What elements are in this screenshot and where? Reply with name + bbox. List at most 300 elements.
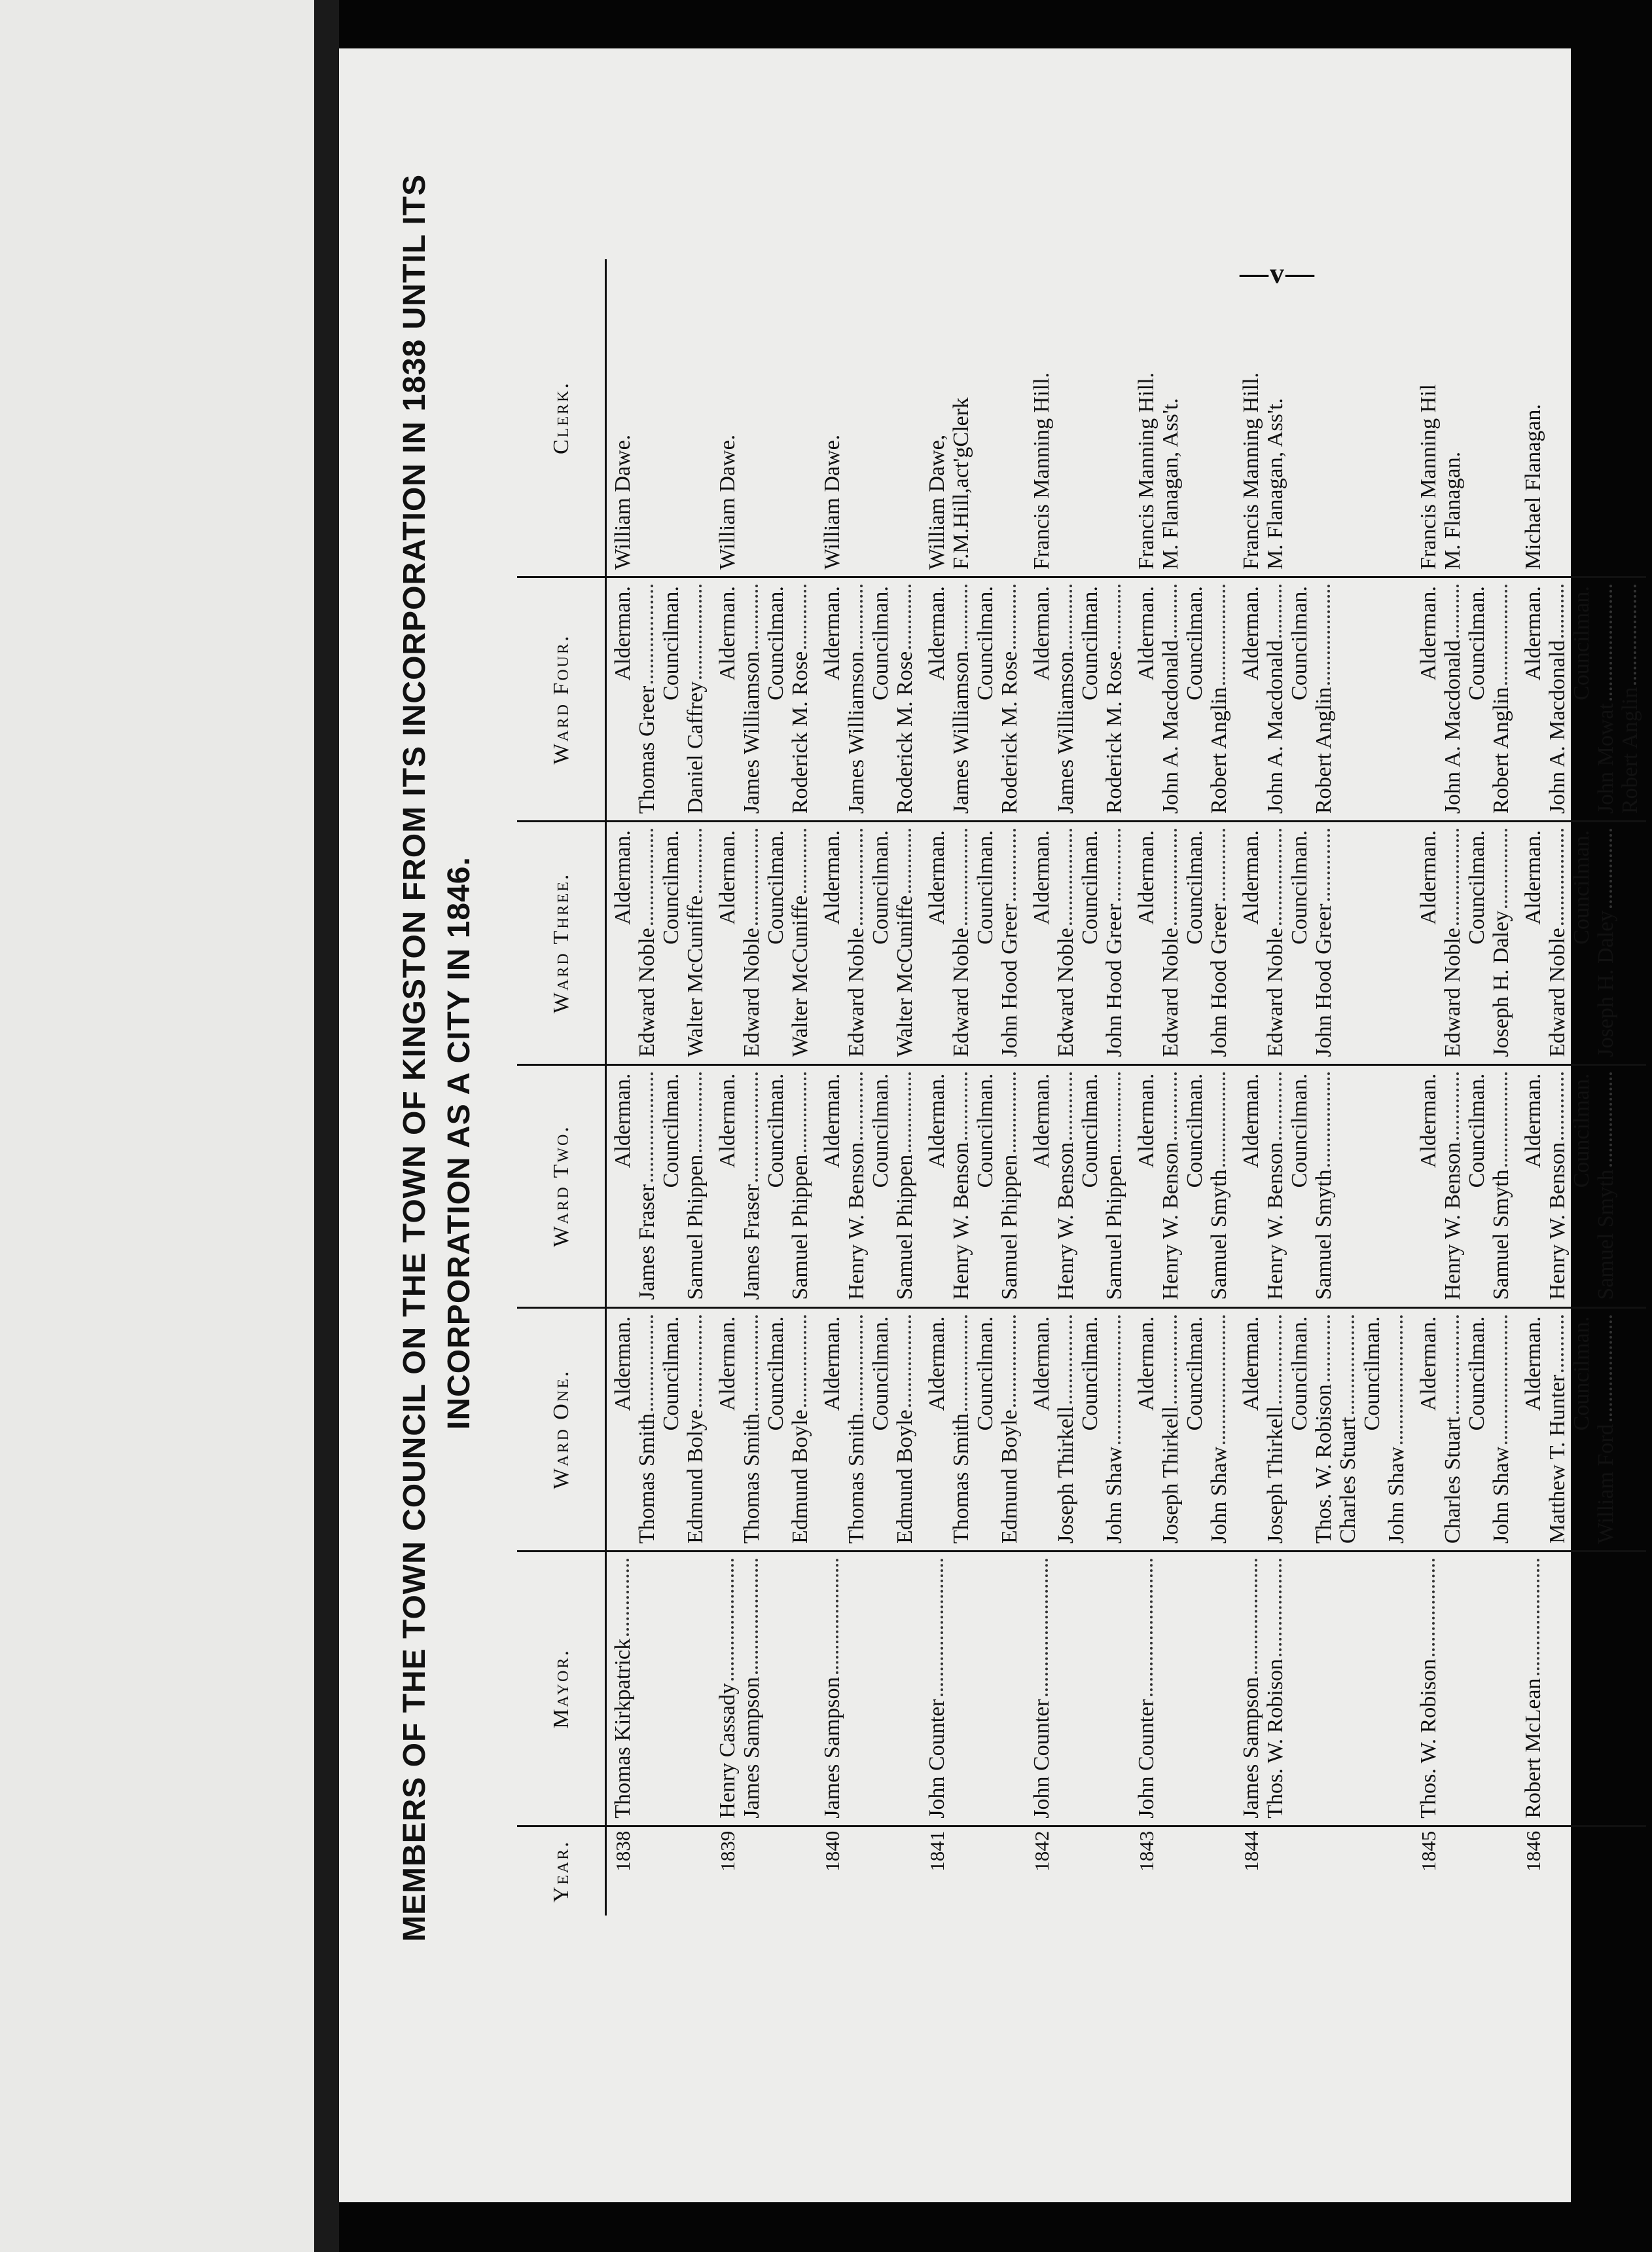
member-line — [635, 583, 659, 814]
member-line — [740, 1071, 764, 1300]
ward-cell — [1412, 577, 1517, 822]
leader-dots — [1174, 585, 1177, 638]
member-line — [1545, 827, 1570, 1057]
leader-dots — [1013, 829, 1016, 901]
role-label: Councilman. — [1465, 1316, 1489, 1431]
mayor-line — [611, 1557, 635, 1819]
leader-dots — [1609, 1072, 1612, 1167]
mayor-line — [925, 1557, 949, 1819]
leader-dots — [1223, 1315, 1225, 1444]
leader-dots — [1561, 829, 1564, 925]
member-line — [1207, 1071, 1231, 1300]
role-label: Councilman. — [869, 586, 893, 700]
leader-dots — [965, 1072, 967, 1140]
role-label: Councilman. — [869, 830, 893, 945]
member-name: Robert Anglin — [1207, 687, 1231, 814]
leader-dots — [1505, 585, 1507, 684]
clerk-cell — [606, 259, 712, 577]
member-line — [1102, 583, 1126, 814]
role-label: Councilman. — [973, 830, 997, 945]
member-line — [1312, 583, 1336, 814]
member-name: Henry W. Benson — [1545, 1142, 1570, 1300]
leader-dots — [860, 1315, 863, 1411]
member-line — [997, 583, 1022, 814]
ward-cell — [606, 1064, 712, 1307]
mayor-line — [1134, 1557, 1158, 1819]
mayor-name: James Sampson — [820, 1677, 844, 1819]
leader-dots — [941, 1559, 943, 1696]
role-label: Alderman. — [1239, 586, 1263, 681]
role-label: Alderman. — [1134, 830, 1158, 925]
mayor-cell — [606, 1552, 712, 1826]
leader-dots — [1327, 1315, 1330, 1382]
member-line — [1489, 583, 1513, 814]
role-label: Councilman. — [1570, 830, 1594, 945]
role-label: Councilman. — [659, 830, 683, 945]
role-label: Alderman. — [1521, 830, 1545, 925]
leader-dots — [1150, 1559, 1153, 1696]
table-row — [1235, 259, 1412, 1916]
leader-dots — [1013, 585, 1016, 649]
member-line — [740, 583, 764, 814]
member-line — [1263, 827, 1287, 1057]
clerk-name: Francis Manning Hill. — [1030, 372, 1054, 570]
year-cell: 1840 — [821, 1830, 844, 1872]
member-name: Samuel Phippen — [788, 1154, 812, 1300]
member-name: Edmund Boyle — [893, 1409, 917, 1544]
member-name: John Shaw — [1102, 1446, 1126, 1544]
member-line — [997, 1071, 1022, 1300]
ward-cell — [1517, 822, 1646, 1064]
role-label: Councilman. — [764, 830, 788, 945]
leader-dots — [1561, 585, 1564, 638]
member-name: Henry W. Benson — [1054, 1142, 1078, 1300]
ward-cell — [1130, 1064, 1235, 1307]
table-row — [1412, 259, 1517, 1916]
member-name: Henry W. Benson — [949, 1142, 973, 1300]
member-line — [1207, 1314, 1231, 1544]
member-line — [844, 1314, 869, 1544]
mayor-cell — [921, 1552, 1026, 1826]
member-name: James Williamson — [740, 651, 764, 814]
member-name: James Williamson — [844, 651, 869, 814]
leader-dots — [1174, 829, 1177, 925]
role-label: Councilman. — [973, 1316, 997, 1431]
leader-dots — [804, 829, 806, 893]
col-header-ward-two: Ward Two. — [517, 1064, 606, 1307]
member-line — [1384, 1314, 1409, 1544]
ward-cell — [1235, 1064, 1412, 1307]
member-name: John Hood Greer — [1207, 903, 1231, 1057]
leader-dots — [965, 1315, 967, 1411]
mayor-name: Henry Cassady — [715, 1682, 740, 1819]
leader-dots — [1537, 1559, 1539, 1675]
member-name: Robert Anglin — [1618, 687, 1642, 814]
leader-dots — [965, 829, 967, 925]
member-line — [683, 827, 708, 1057]
mayor-name: John Counter — [925, 1699, 949, 1819]
member-line — [788, 1071, 812, 1300]
member-line — [788, 583, 812, 814]
clerk-cell — [1130, 259, 1235, 577]
member-name: Thomas Smith — [635, 1413, 659, 1544]
ward-cell — [1235, 1307, 1412, 1551]
member-line — [893, 1071, 917, 1300]
ward-cell — [1130, 577, 1235, 822]
member-name: James Fraser — [635, 1184, 659, 1300]
leader-dots — [1118, 585, 1121, 649]
member-line — [1545, 1314, 1570, 1544]
page-number: —v— — [1240, 257, 1316, 289]
leader-dots — [651, 829, 653, 925]
ward-cell — [1026, 577, 1130, 822]
member-line — [1102, 1314, 1126, 1544]
mayor-cell — [1517, 1552, 1646, 1826]
table-row — [1026, 259, 1130, 1916]
clerk-name: William Dawe. — [715, 434, 740, 570]
leader-dots — [699, 1072, 702, 1152]
leader-dots — [699, 829, 702, 893]
role-label: Alderman. — [1239, 1316, 1263, 1411]
mayor-cell — [1130, 1552, 1235, 1826]
clerk-cell — [921, 259, 1026, 577]
mayor-line — [1263, 1557, 1287, 1819]
leader-dots — [836, 1559, 838, 1674]
leader-dots — [1118, 1072, 1121, 1152]
member-name: James Williamson — [949, 651, 973, 814]
member-name: Edward Noble — [635, 928, 659, 1057]
member-line — [1312, 1071, 1336, 1300]
member-name: Edward Noble — [949, 928, 973, 1057]
member-name: John Hood Greer — [1102, 903, 1126, 1057]
ward-cell — [1517, 1064, 1646, 1307]
leader-dots — [1327, 1072, 1330, 1167]
member-line — [1312, 827, 1336, 1057]
member-name: Joseph Thirkell — [1158, 1406, 1183, 1544]
role-label: Alderman. — [1134, 586, 1158, 681]
member-line — [1594, 1071, 1618, 1300]
role-label: Councilman. — [659, 586, 683, 700]
member-name: James Williamson — [1054, 651, 1078, 814]
ward-cell — [711, 577, 816, 822]
role-label: Alderman. — [925, 1316, 949, 1411]
member-line — [635, 827, 659, 1057]
role-label: Councilman. — [1078, 1073, 1102, 1188]
role-label: Councilman. — [1570, 586, 1594, 700]
mayor-cell — [816, 1552, 921, 1826]
ward-cell — [921, 822, 1026, 1064]
role-label: Councilman. — [1287, 1316, 1312, 1431]
member-name: Joseph H. Daley — [1594, 910, 1618, 1057]
mayor-cell — [1412, 1552, 1517, 1826]
facing-page — [0, 0, 314, 2252]
role-label: Councilman. — [1078, 830, 1102, 945]
mayor-line — [1416, 1557, 1441, 1819]
leader-dots — [1561, 1072, 1564, 1140]
member-name: John Shaw — [1207, 1446, 1231, 1544]
role-label: Councilman. — [1183, 586, 1207, 700]
year-cell: 1838 — [611, 1830, 634, 1872]
leader-dots — [1174, 1315, 1177, 1404]
member-name: Samuel Smyth — [1312, 1169, 1336, 1300]
leader-dots — [755, 1315, 758, 1411]
heading-line-2: INCORPORATION AS A CITY IN 1846. — [442, 856, 476, 1430]
year-cell: 1839 — [716, 1830, 739, 1872]
member-line — [1489, 1071, 1513, 1300]
mayor-cell — [711, 1552, 816, 1826]
table-row — [606, 259, 712, 1916]
clerk-cell — [816, 259, 921, 577]
leader-dots — [804, 585, 806, 649]
member-name: Thomas Smith — [740, 1413, 764, 1544]
ward-cell — [1130, 822, 1235, 1064]
member-line — [788, 1314, 812, 1544]
clerk-cell — [1235, 259, 1412, 577]
leader-dots — [1279, 1315, 1282, 1404]
leader-dots — [1609, 1315, 1612, 1422]
member-line — [893, 1314, 917, 1544]
role-label: Alderman. — [925, 1073, 949, 1169]
member-line — [1102, 1071, 1126, 1300]
leader-dots — [1174, 1072, 1177, 1140]
year-cell: 1846 — [1522, 1830, 1545, 1872]
member-line — [1263, 1314, 1287, 1544]
ward-cell — [606, 822, 712, 1064]
leader-dots — [860, 1072, 863, 1140]
member-name: John A. Macdonald — [1441, 640, 1465, 814]
leader-dots — [1505, 829, 1507, 908]
ward-cell — [1235, 822, 1412, 1064]
role-label: Councilman. — [1287, 1073, 1312, 1188]
member-name: Thomas Smith — [949, 1413, 973, 1544]
member-line — [1545, 1071, 1570, 1300]
mayor-name: Thos. W. Robison — [1416, 1659, 1441, 1819]
role-label: Alderman. — [715, 586, 740, 681]
member-line — [1263, 583, 1287, 814]
member-name: Edward Noble — [1054, 928, 1078, 1057]
ward-cell — [1235, 577, 1412, 822]
ward-cell — [921, 1064, 1026, 1307]
clerk-name: William Dawe. — [611, 434, 635, 570]
member-name: Walter McCuniffe — [683, 895, 708, 1057]
leader-dots — [1456, 585, 1459, 638]
member-name: Edward Noble — [1545, 928, 1570, 1057]
leader-dots — [1069, 829, 1072, 925]
leader-dots — [1223, 1072, 1225, 1167]
role-label: Alderman. — [1030, 1073, 1054, 1169]
member-line — [844, 1071, 869, 1300]
member-line — [788, 827, 812, 1057]
table-row — [921, 259, 1026, 1916]
leader-dots — [1456, 1072, 1459, 1140]
leader-dots — [1045, 1559, 1048, 1696]
role-label: Alderman. — [1030, 1316, 1054, 1411]
clerk-name: M. Flanagan, Ass't. — [1263, 398, 1287, 570]
leader-dots — [699, 585, 702, 679]
member-name: Joseph Thirkell — [1263, 1406, 1287, 1544]
leader-dots — [804, 1315, 806, 1407]
member-line — [1594, 1314, 1618, 1544]
member-line — [1158, 583, 1183, 814]
member-name: Henry W. Benson — [1441, 1142, 1465, 1300]
ward-cell — [1412, 1307, 1517, 1551]
member-line — [1489, 827, 1513, 1057]
role-label: Councilman. — [869, 1073, 893, 1188]
member-line — [1207, 583, 1231, 814]
member-line — [683, 1071, 708, 1300]
leader-dots — [1223, 585, 1225, 684]
leader-dots — [1609, 829, 1612, 908]
leader-dots — [755, 585, 758, 649]
rotated-content — [393, 173, 1642, 1942]
leader-dots — [1327, 829, 1330, 901]
clerk-name: Francis Manning Hil — [1416, 384, 1441, 570]
page-heading — [393, 173, 482, 1942]
leader-dots — [1279, 1072, 1282, 1140]
leader-dots — [860, 585, 863, 649]
leader-dots — [731, 1559, 734, 1680]
leader-dots — [1609, 585, 1612, 700]
member-name: Edward Noble — [740, 928, 764, 1057]
role-label: Alderman. — [820, 586, 844, 681]
role-label: Councilman. — [764, 1073, 788, 1188]
member-name: Walter McCuniffe — [788, 895, 812, 1057]
member-line — [740, 1314, 764, 1544]
member-line — [1158, 1314, 1183, 1544]
clerk-name: William Dawe, — [925, 434, 949, 570]
member-line — [893, 827, 917, 1057]
role-label: Councilman. — [1360, 1316, 1384, 1431]
role-label: Alderman. — [1030, 586, 1054, 681]
member-name: Samuel Phippen — [997, 1154, 1022, 1300]
year-cell: 1843 — [1135, 1830, 1158, 1872]
leader-dots — [651, 1072, 653, 1182]
role-label: Alderman. — [1521, 586, 1545, 681]
role-label: Alderman. — [611, 586, 635, 681]
member-name: Robert Anglin — [1312, 687, 1336, 814]
member-line — [1158, 827, 1183, 1057]
member-line — [1312, 1314, 1336, 1544]
member-line — [1336, 1314, 1360, 1544]
leader-dots — [1327, 585, 1330, 684]
member-line — [1441, 827, 1465, 1057]
leader-dots — [965, 585, 967, 649]
ward-cell — [711, 1064, 816, 1307]
ward-cell — [1026, 822, 1130, 1064]
member-line — [1441, 583, 1465, 814]
ward-cell — [1412, 1064, 1517, 1307]
leader-dots — [651, 585, 653, 683]
member-name: John Hood Greer — [1312, 903, 1336, 1057]
member-line — [1545, 583, 1570, 814]
leader-dots — [908, 585, 911, 649]
ward-cell — [1517, 1307, 1646, 1551]
clerk-cell — [1517, 259, 1646, 577]
role-label: Alderman. — [1416, 586, 1441, 681]
ward-cell — [816, 1064, 921, 1307]
member-name: Edward Noble — [1263, 928, 1287, 1057]
book-gutter — [314, 0, 339, 2252]
member-line — [997, 827, 1022, 1057]
leader-dots — [1352, 1315, 1354, 1415]
leader-dots — [755, 829, 758, 925]
clerk-cell — [1026, 259, 1130, 577]
member-line — [1054, 1071, 1078, 1300]
role-label: Alderman. — [1416, 830, 1441, 925]
member-line — [1594, 827, 1618, 1057]
col-header-ward-one: Ward One. — [517, 1307, 606, 1551]
col-header-clerk: Clerk. — [517, 259, 606, 577]
role-label: Alderman. — [820, 1073, 844, 1169]
role-label: Alderman. — [1521, 1073, 1545, 1169]
mayor-name: James Sampson — [740, 1677, 764, 1819]
member-line — [1054, 1314, 1078, 1544]
member-line — [1054, 827, 1078, 1057]
ward-cell — [606, 1307, 712, 1551]
council-table — [517, 259, 1646, 1916]
role-label: Councilman. — [764, 1316, 788, 1431]
mayor-line — [1030, 1557, 1054, 1819]
role-label: Councilman. — [1183, 1073, 1207, 1188]
role-label: Alderman. — [611, 1073, 635, 1169]
clerk-name: M. Flanagan. — [1441, 451, 1465, 570]
member-line — [1594, 583, 1618, 814]
role-label: Councilman. — [659, 1073, 683, 1188]
year-cell: 1845 — [1417, 1830, 1440, 1872]
member-name: Edward Noble — [1158, 928, 1183, 1057]
role-label: Councilman. — [1570, 1316, 1594, 1431]
role-label: Alderman. — [1521, 1316, 1545, 1411]
leader-dots — [1069, 1072, 1072, 1140]
role-label: Alderman. — [1416, 1316, 1441, 1411]
leader-dots — [804, 1072, 806, 1152]
leader-dots — [1223, 829, 1225, 901]
clerk-name: M. Flanagan, Ass't. — [1158, 398, 1183, 570]
member-name: Roderick M. Rose — [788, 651, 812, 814]
mayor-name: John Counter — [1134, 1699, 1158, 1819]
role-label: Councilman. — [1570, 1073, 1594, 1188]
leader-dots — [908, 829, 911, 893]
leader-dots — [1505, 1315, 1507, 1444]
ward-cell — [606, 577, 712, 822]
table-row — [711, 259, 816, 1916]
mayor-cell — [1026, 1552, 1130, 1826]
member-name: John Hood Greer — [997, 903, 1022, 1057]
member-name: John A. Macdonald — [1158, 640, 1183, 814]
member-name: Samuel Smyth — [1207, 1169, 1231, 1300]
member-line — [949, 1314, 973, 1544]
clerk-name: Michael Flanagan. — [1521, 404, 1545, 570]
role-label: Alderman. — [925, 586, 949, 681]
role-label: Alderman. — [1030, 830, 1054, 925]
member-line — [997, 1314, 1022, 1544]
leader-dots — [1561, 1315, 1564, 1372]
role-label: Alderman. — [611, 1316, 635, 1411]
role-label: Councilman. — [764, 586, 788, 700]
ward-cell — [816, 822, 921, 1064]
ward-cell — [711, 822, 816, 1064]
clerk-cell — [711, 259, 816, 577]
role-label: Councilman. — [659, 1316, 683, 1431]
leader-dots — [699, 1315, 702, 1407]
member-name: Roderick M. Rose — [1102, 651, 1126, 814]
role-label: Councilman. — [1287, 830, 1312, 945]
leader-dots — [1505, 1072, 1507, 1167]
member-line — [635, 1071, 659, 1300]
role-label: Councilman. — [1287, 586, 1312, 700]
member-line — [1441, 1314, 1465, 1544]
leader-dots — [908, 1315, 911, 1407]
